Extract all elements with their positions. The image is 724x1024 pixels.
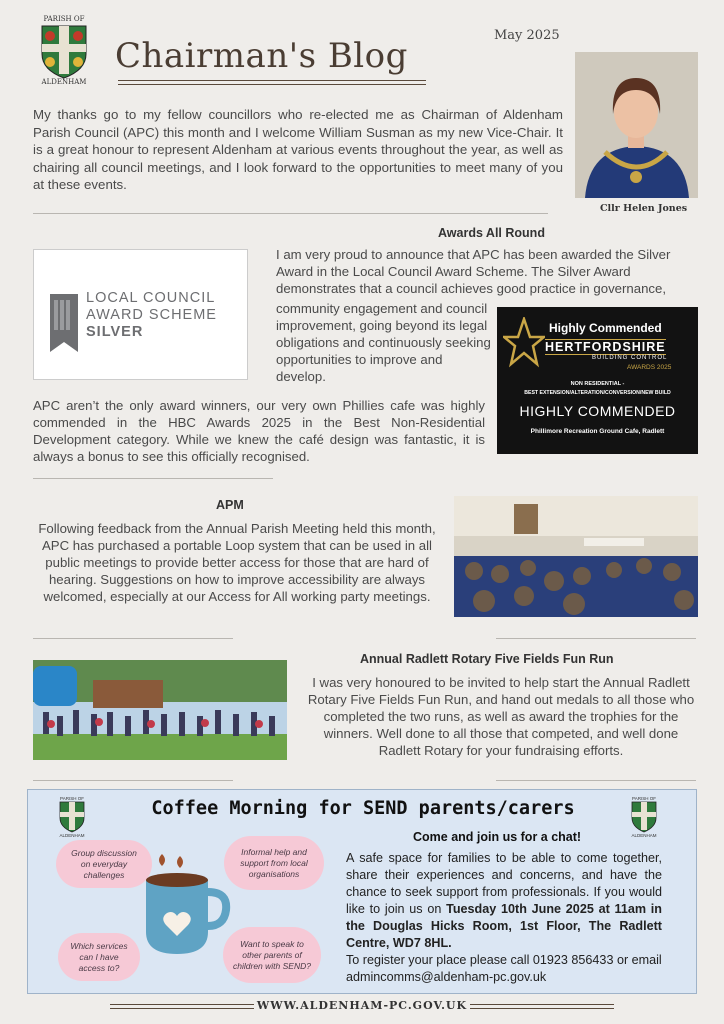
- hbc-award-badge: Highly Commended HERTFORDSHIRE BUILDING CONTROL AWARDS 2025 NON RESIDENTIAL - BEST EXTENSION/ALTERATION/CONVERSION/NEW BUILD HIGHLY COMMENDED Phillimore Recreation Ground Cafe, Radlett: [497, 307, 698, 454]
- issue-date: May 2025: [494, 28, 560, 43]
- page-title: Chairman's Blog: [115, 36, 408, 76]
- divider: [33, 478, 273, 479]
- divider: [33, 213, 548, 214]
- meeting-photo: [454, 496, 698, 617]
- fun-run-photo: [33, 660, 287, 760]
- awards-paragraph-1: I am very proud to announce that APC has been awarded the Silver Award in the Local Council Award Scheme. The Silver Award demonstrates that a council achieves good practice in governance,: [276, 247, 671, 296]
- portrait-caption: Cllr Helen Jones: [600, 203, 688, 214]
- title-underline: [118, 80, 426, 81]
- divider: [496, 780, 696, 781]
- fun-run-heading: Annual Radlett Rotary Five Fields Fun Run: [360, 652, 614, 666]
- awards-paragraph-2: APC aren’t the only award winners, our very own Phillies cafe was highly commended in the HBC Awards 2025 in the Best Non-Residential Development category. While we knew the café design was fantastic, it is always a bonus to see this officially recognised.: [33, 398, 485, 464]
- lcas-line-3: SILVER: [86, 324, 144, 340]
- footer-website-link[interactable]: WWW.ALDENHAM-PC.GOV.UK: [256, 999, 468, 1012]
- apm-paragraph: Following feedback from the Annual Parish Meeting held this month, APC has purchased a portable Loop system that can be used in all public meetings to provide better access for those that are hard of hearing. Suggestions on how to improve accessibility are always welcomed, especially at our Access for All working party meetings.: [38, 521, 436, 604]
- chairman-portrait: [575, 52, 698, 198]
- coffee-paragraph: A safe space for families to be able to come together, share their experiences and concerns, and have the chance to seek support from professionals. If you would like to join us on Tuesday 10th June 2025 at 11am in the Douglas Hicks Room, 1st Floor, The Radlett Centre, WD7 8HL.: [346, 851, 662, 950]
- awards-heading: Awards All Round: [438, 226, 545, 240]
- lcas-line-2: AWARD SCHEME: [86, 307, 217, 323]
- event-details: Tuesday 10th June 2025 at 11am in the Douglas Hicks Room, 1st Floor, The Radlett Centre, WD7 8HL.: [346, 902, 662, 950]
- divider: [496, 638, 696, 639]
- bubble-2: Informal help and support from local organisations: [224, 836, 324, 890]
- divider: [33, 780, 233, 781]
- svg-text:ALDENHAM: ALDENHAM: [631, 833, 657, 838]
- coffee-title: Coffee Morning for SEND parents/carers: [151, 798, 575, 819]
- svg-text:PARISH OF: PARISH OF: [632, 796, 656, 801]
- intro-paragraph: My thanks go to my fellow councillors who re-elected me as Chairman of Aldenham Parish Council (APC) this month and I welcome William Susman as my new Vice-Chair. It is a great honour to represent Aldenham at various events throughout the year, as well as chairing all council meetings, and I look forward to the opportunities to meet many of you at these events.: [33, 107, 563, 192]
- coffee-morning-panel: [27, 789, 697, 994]
- bubble-4: Want to speak to other parents of children with SEND?: [223, 927, 321, 983]
- bubble-3: Which services can I have access to?: [58, 933, 140, 981]
- coffee-mug-illustration: [140, 850, 232, 965]
- svg-text:PARISH OF: PARISH OF: [43, 15, 85, 23]
- parish-crest-logo: [28, 12, 100, 91]
- lcas-logo: [33, 249, 248, 380]
- svg-text:ALDENHAM: ALDENHAM: [41, 78, 87, 86]
- svg-text:ALDENHAM: ALDENHAM: [59, 833, 85, 838]
- awards-paragraph-1b: community engagement and council improvement, going beyond its legal obligations and continuously seeking opportunities to improve and develop.: [276, 301, 491, 384]
- divider: [33, 638, 233, 639]
- lcas-line-1: LOCAL COUNCIL: [86, 290, 216, 306]
- bubble-1: Group discussion on everyday challenges: [56, 840, 152, 888]
- svg-text:PARISH OF: PARISH OF: [60, 796, 84, 801]
- apm-heading: APM: [216, 498, 244, 512]
- coffee-subheading: Come and join us for a chat!: [413, 830, 582, 844]
- register-info: To register your place please call 01923 856433 or email admincomms@aldenham-pc.gov.uk: [346, 953, 662, 984]
- fun-run-paragraph: I was very honoured to be invited to help start the Annual Radlett Rotary Five Fields Fun Run, and hand out medals to all those who completed the two runs, as well as award the trophies for the winners. Well done to all those that competed, and well done Radlett Rotary for your fundraising efforts.: [307, 675, 695, 758]
